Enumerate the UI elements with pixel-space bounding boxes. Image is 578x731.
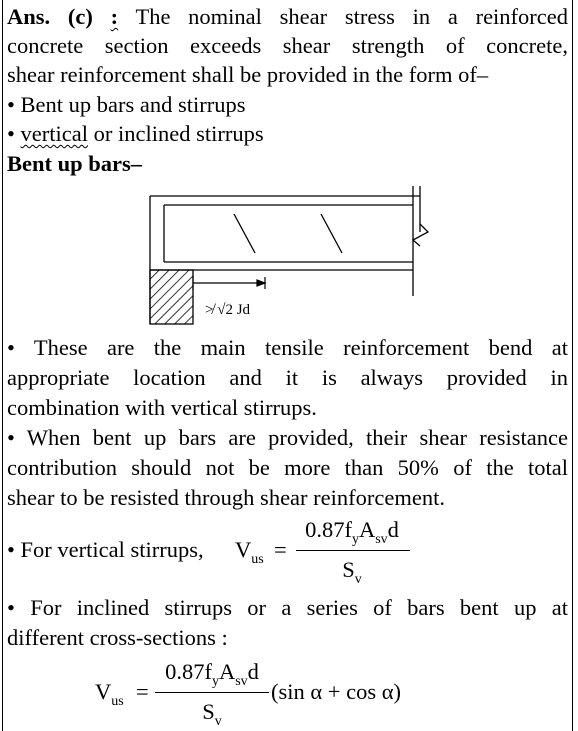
- bent-up-bars: [234, 214, 342, 253]
- inclined-formula-numerator: [153, 657, 271, 691]
- num-087f: 0.87f: [305, 517, 352, 542]
- num-sv-sub: sv: [235, 674, 248, 689]
- num-y-sub: y: [351, 532, 359, 547]
- bullet: •: [7, 425, 15, 450]
- num-y-sub: y: [211, 674, 219, 689]
- inclined-text: For inclined stirrups or a series of bars bent up at: [30, 595, 568, 620]
- bullet: •: [7, 595, 15, 620]
- den-v-sub: v: [354, 572, 362, 587]
- para1-text: These are the main tensile reinforcement bend at: [33, 335, 568, 360]
- num-a: A: [218, 659, 236, 684]
- vus-sub: us: [251, 552, 264, 567]
- dimension-arrow: [193, 276, 265, 290]
- para2-line-1: [7, 423, 568, 453]
- bent-up-bar-diagram: [3, 0, 574, 335]
- inclined-line-2: different cross-sections :: [7, 625, 228, 650]
- inclined-formula-lhs: [95, 677, 124, 711]
- form-item-text: Bent up bars and stirrups: [20, 92, 246, 117]
- vertical-formula-numerator: [293, 515, 411, 549]
- dimension-label: ≯ √2 Jd: [205, 302, 251, 318]
- num-a: A: [358, 517, 376, 542]
- bullet: •: [7, 121, 15, 146]
- vertical-formula-lhs: [235, 535, 264, 569]
- answer-line-3: shear reinforcement shall be provided in the form of–: [7, 62, 489, 87]
- formula-label: For vertical stirrups,: [20, 537, 204, 562]
- answer-colon: :: [110, 4, 119, 29]
- inclined-formula-fraction-bar: [155, 692, 269, 693]
- inclined-formula-denominator: [153, 697, 271, 731]
- support-hatch: [150, 270, 193, 324]
- para2-line-3: shear to be resisted through shear reinforcement.: [7, 485, 445, 510]
- vus-main: V: [95, 679, 112, 704]
- bullet: •: [7, 537, 15, 562]
- vus-main: V: [235, 537, 252, 562]
- inclined-formula-equals: =: [136, 679, 149, 704]
- para2-text: When bent up bars are provided, their shear resistance: [26, 425, 568, 450]
- answer-line-2: concrete section exceeds shear strength of concrete,: [7, 33, 568, 58]
- para1-line-1: [7, 333, 568, 363]
- section-heading: Bent up bars–: [7, 151, 143, 176]
- vus-sub: us: [111, 694, 124, 709]
- para1-line-3: combination with vertical stirrups.: [7, 395, 317, 420]
- num-d: d: [247, 659, 259, 684]
- num-sv-sub: sv: [375, 532, 388, 547]
- vertical-formula-fraction-bar: [296, 550, 410, 551]
- den-s: S: [342, 557, 355, 582]
- num-087f: 0.87f: [165, 659, 212, 684]
- inclined-formula-trig-factor: (sin α + cos α): [271, 679, 402, 704]
- para1-line-2: appropriate location and it is always provided in: [7, 365, 568, 390]
- bullet: •: [7, 92, 15, 117]
- vertical-formula-equals: =: [274, 537, 287, 562]
- form-item-underlined: vertical: [20, 121, 88, 146]
- form-item-text: or inclined stirrups: [93, 121, 264, 146]
- vertical-formula-label: [7, 535, 568, 565]
- inclined-line-1: [7, 593, 568, 623]
- answer-intro-1: The nominal shear stress in a reinforced: [135, 4, 569, 29]
- num-d: d: [387, 517, 399, 542]
- bullet: •: [7, 335, 15, 360]
- para2-line-2: contribution should not be more than 50% of the total: [7, 455, 568, 480]
- answer-page: [2, 0, 573, 731]
- vertical-formula-denominator: [293, 555, 411, 589]
- answer-label: Ans. (c): [7, 4, 93, 29]
- den-v-sub: v: [214, 714, 222, 729]
- den-s: S: [202, 699, 215, 724]
